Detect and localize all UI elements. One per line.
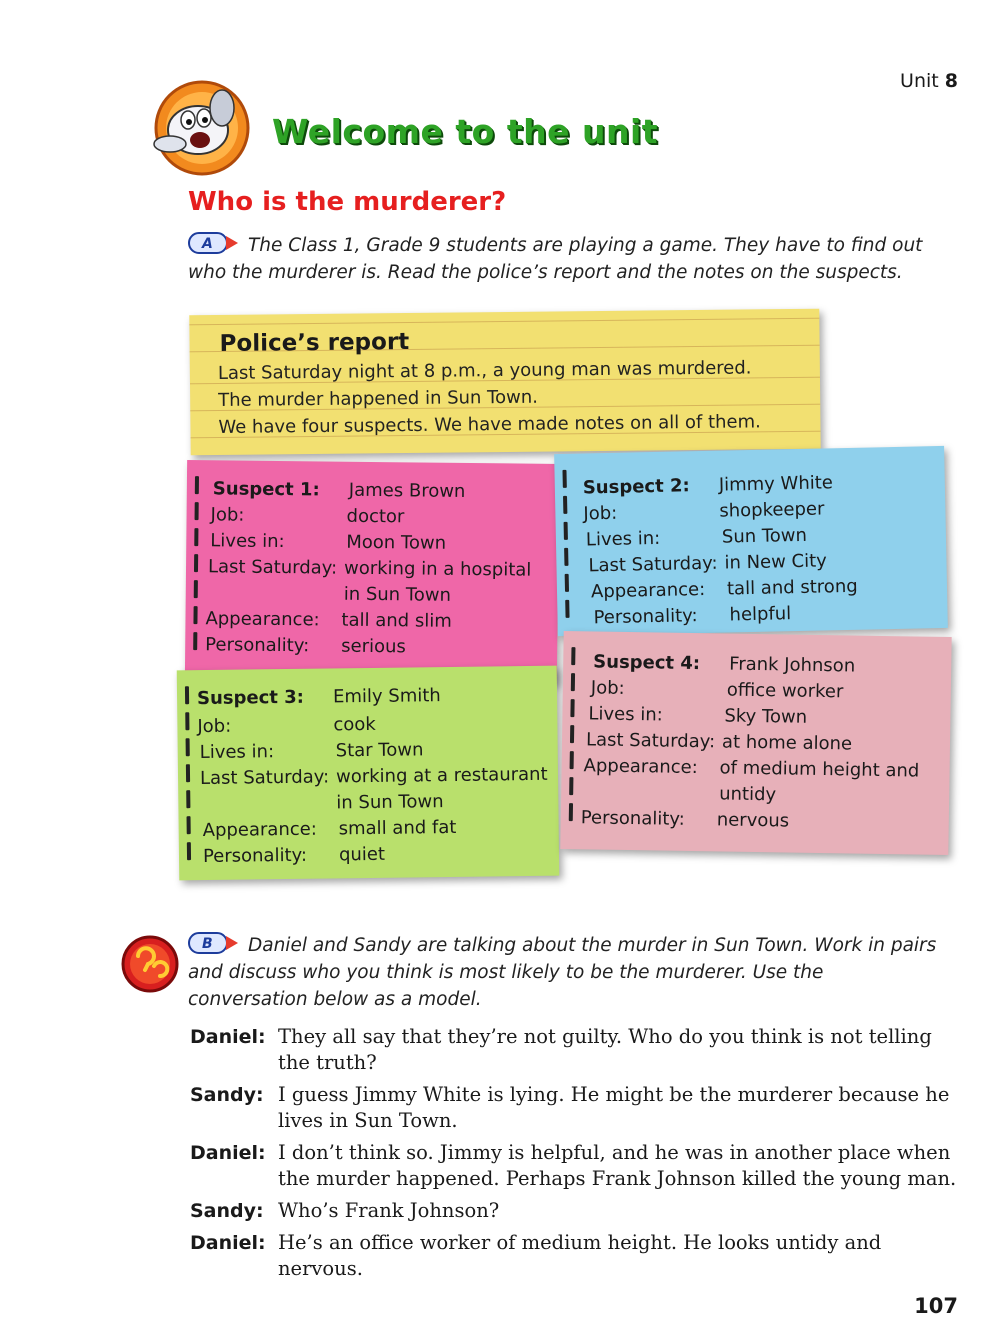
dialogue-text: I don’t think so. Jimmy is helpful, and he was in another place when the murder happened. Perhaps Frank Johnson killed the young man. — [278, 1141, 957, 1190]
suspect-label: Suspect 4: — [593, 651, 701, 675]
appearance-label: Appearance: — [583, 755, 698, 779]
suspect-name: Jimmy White — [718, 472, 834, 496]
suspect-label: Suspect 2: — [582, 475, 690, 499]
binder-holes — [185, 686, 191, 868]
suspect-label: Suspect 3: — [196, 686, 305, 710]
suspect-2-note — [554, 446, 948, 636]
police-report-line: The murder happened in Sun Town. — [218, 386, 539, 412]
suspect-saturday-cont: in Sun Town — [343, 583, 452, 606]
suspect-4-note — [560, 631, 951, 855]
suspect-saturday-cont: in Sun Town — [336, 791, 444, 814]
job-label: Job: — [210, 504, 245, 526]
suspect-personality: quiet — [338, 843, 386, 866]
suspect-saturday: working at a restaurant — [335, 763, 548, 788]
suspect-lives: Star Town — [335, 739, 424, 762]
suspect-saturday: working in a hospital — [343, 557, 532, 581]
job-label: Job: — [583, 502, 618, 525]
saturday-label: Last Saturday: — [585, 729, 716, 753]
speaker: Sandy: — [190, 1200, 264, 1222]
suspect-name: Emily Smith — [332, 685, 441, 708]
dialogue-text: I guess Jimmy White is lying. He might be the murderer because he lives in Sun Town. — [278, 1083, 950, 1132]
unit-word: Unit — [900, 70, 939, 92]
speaker: Daniel: — [190, 1026, 266, 1048]
suspect-appearance: small and fat — [338, 816, 457, 840]
task-a-instruction — [188, 232, 948, 286]
suspect-job: doctor — [346, 505, 405, 528]
personality-label: Personality: — [205, 634, 310, 657]
dialogue-text: Who’s Frank Johnson? — [278, 1199, 500, 1222]
suspect-lives: Sun Town — [721, 524, 808, 548]
task-a-badge-icon — [188, 232, 240, 254]
suspect-personality: nervous — [716, 809, 790, 832]
suspect-job: office worker — [726, 679, 844, 703]
police-report-line: Last Saturday night at 8 p.m., a young man was murdered. — [217, 357, 752, 385]
suspect-1-note — [185, 460, 559, 684]
binder-holes — [562, 470, 569, 626]
dialogue-line — [190, 1140, 970, 1192]
saturday-label: Last Saturday: — [199, 766, 330, 790]
suspect-personality: serious — [341, 635, 406, 658]
dialogue-line — [190, 1024, 970, 1076]
speaking-activity-icon — [120, 934, 180, 994]
police-report-title: Police’s report — [219, 329, 410, 357]
binder-holes — [569, 647, 576, 829]
suspect-saturday: in New City — [724, 550, 828, 574]
lives-label: Lives in: — [210, 530, 285, 553]
suspect-lives: Moon Town — [346, 531, 447, 554]
task-b-badge-icon — [188, 932, 240, 954]
personality-label: Personality: — [202, 844, 308, 868]
suspect-3-note — [177, 666, 560, 881]
unit-number: 8 — [944, 70, 958, 92]
binder-holes — [193, 476, 199, 658]
dialogue-line — [190, 1082, 970, 1134]
suspect-appearance: tall and strong — [726, 575, 858, 600]
unit-label — [900, 70, 958, 92]
suspect-job: cook — [333, 713, 376, 736]
lives-label: Lives in: — [199, 741, 275, 764]
job-label: Job: — [197, 715, 232, 738]
task-a-badge-label: A — [202, 236, 213, 252]
task-a-text: The Class 1, Grade 9 students are playing a game. They have to find out who the murderer is. Read the police’s report and the notes on the suspects. — [188, 235, 923, 283]
personality-label: Personality: — [580, 807, 685, 830]
suspect-label: Suspect 1: — [212, 478, 320, 501]
suspect-name: Frank Johnson — [729, 653, 856, 677]
police-report-note — [189, 309, 820, 456]
dialogue-line — [190, 1198, 970, 1224]
task-b-badge-label: B — [202, 936, 213, 952]
suspect-appearance: tall and slim — [341, 609, 452, 632]
suspect-name: James Brown — [348, 479, 466, 502]
dialogue — [190, 1024, 970, 1288]
speaker: Daniel: — [190, 1232, 266, 1254]
suspect-job: shopkeeper — [719, 498, 825, 522]
suspect-lives: Sky Town — [724, 705, 808, 728]
lives-label: Lives in: — [585, 527, 661, 551]
appearance-label: Appearance: — [205, 608, 320, 631]
unit-title: Welcome to the unit — [272, 112, 659, 151]
appearance-label: Appearance: — [590, 578, 706, 603]
mascot-dog-icon — [140, 78, 260, 178]
saturday-label: Last Saturday: — [207, 556, 338, 579]
lives-label: Lives in: — [588, 703, 663, 726]
speaker: Sandy: — [190, 1084, 264, 1106]
suspect-appearance: of medium height and — [719, 757, 920, 782]
job-label: Job: — [590, 677, 625, 699]
page-number: 107 — [914, 1294, 958, 1318]
personality-label: Personality: — [593, 605, 698, 629]
section-title: Who is the murderer? — [188, 187, 507, 217]
saturday-label: Last Saturday: — [588, 552, 718, 577]
dialogue-line — [190, 1230, 970, 1282]
appearance-label: Appearance: — [202, 818, 317, 842]
police-report-line: We have four suspects. We have made notes on all of them. — [218, 411, 761, 439]
task-b-text: Daniel and Sandy are talking about the murder in Sun Town. Work in pairs and discuss who you think is most likely to be the murderer. Use the conversation below as a model. — [188, 935, 937, 1010]
dialogue-text: He’s an office worker of medium height. He looks untidy and nervous. — [278, 1231, 882, 1280]
dialogue-text: They all say that they’re not guilty. Who do you think is not telling the truth? — [278, 1025, 932, 1074]
suspect-saturday: at home alone — [721, 731, 853, 755]
task-b-instruction — [188, 932, 948, 1013]
suspect-appearance-cont: untidy — [719, 783, 777, 806]
suspect-personality: helpful — [729, 603, 792, 626]
speaker: Daniel: — [190, 1142, 266, 1164]
